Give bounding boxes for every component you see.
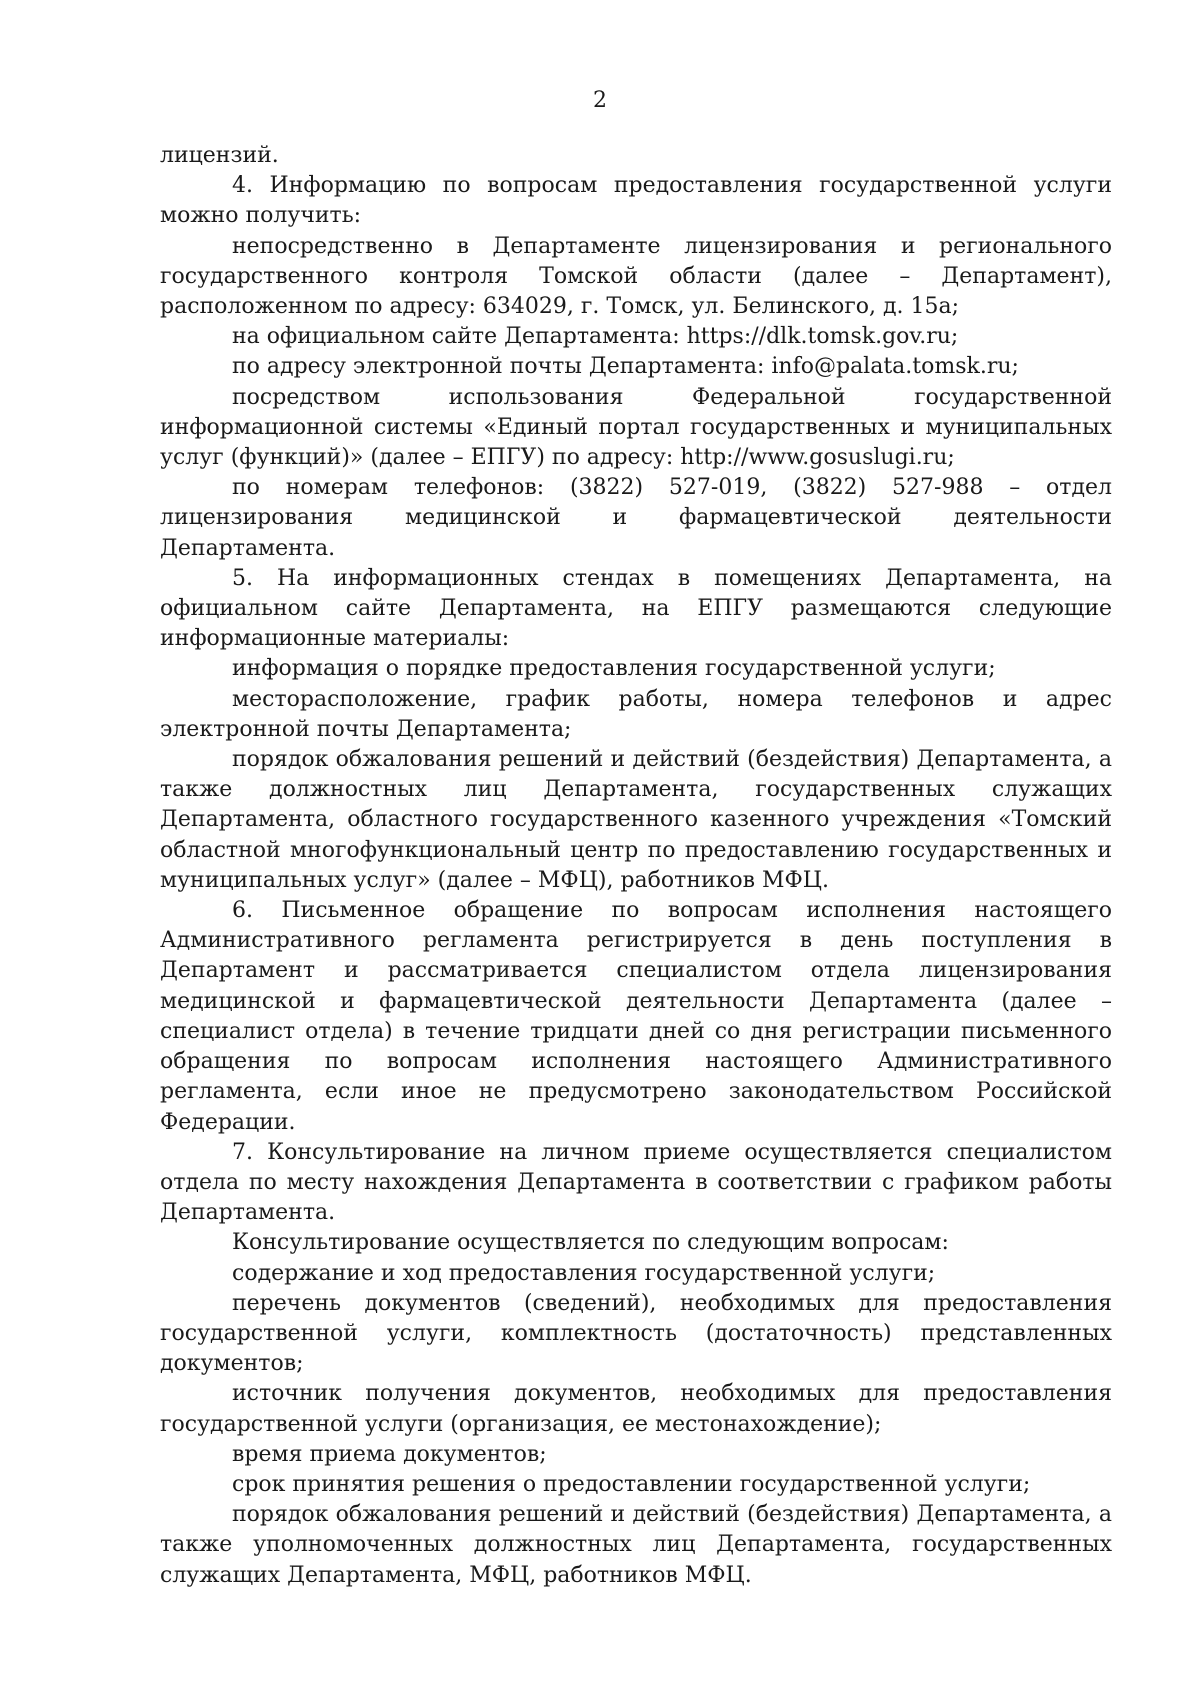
paragraph: перечень документов (сведений), необходимых для предоставления государственной услуги, комплектность (достаточность) представленных документов; [160,1290,1112,1377]
paragraph: содержание и ход предоставления государственной услуги; [232,1260,936,1286]
paragraph: порядок обжалования решений и действий (бездействия) Департамента, а также уполномоченных должностных лиц Департамента, государственных служащих Департамента, МФЦ, работников МФЦ. [160,1502,1112,1588]
paragraph: на официальном сайте Департамента: https://dlk.tomsk.gov.ru; [232,324,959,350]
page-number: 2 [593,88,607,113]
paragraph: время приема документов; [232,1441,547,1467]
paragraph: порядок обжалования решений и действий (бездействия) Департамента, а также должностных лиц Департамента, государственных служащих Департамента, областного государственного казенного учреждения «Томский областной многофункциональный центр по предоставлению государственных и муниципальных услуг» (далее – МФЦ), работников МФЦ. [160,747,1112,893]
paragraph: Консультирование осуществляется по следующим вопросам: [232,1230,949,1256]
paragraph: 5. На информационных стендах в помещениях Департамента, на официальном сайте Департамента, на ЕПГУ размещаются следующие информационные материалы: [160,565,1112,652]
document-body [160,141,1112,1591]
paragraph: 4. Информацию по вопросам предоставления государственной услуги можно получить: [160,173,1112,229]
paragraph: информация о порядке предоставления государственной услуги; [232,656,996,682]
paragraph: по адресу электронной почты Департамента: info@palata.tomsk.ru; [232,354,1019,380]
paragraph: срок принятия решения о предоставлении государственной услуги; [232,1471,1031,1497]
paragraph: месторасположение, график работы, номера телефонов и адрес электронной почты Департамента; [160,686,1112,742]
paragraph: по номерам телефонов: (3822) 527-019, (3822) 527-988 – отдел лицензирования медицинской и фармацевтической деятельности Департамента. [160,475,1112,561]
paragraph: 7. Консультирование на личном приеме осуществляется специалистом отдела по месту нахождения Департамента в соответствии с графиком работы Департамента. [160,1139,1112,1226]
paragraph: 6. Письменное обращение по вопросам исполнения настоящего Административного регламента регистрируется в день поступления в Департамент и рассматривается специалистом отдела лицензирования медицинской и фармацевтической деятельности Департамента (далее – специалист отдела) в течение тридцати дней со дня регистрации письменного обращения по вопросам исполнения настоящего Административного регламента, если иное не предусмотрено законодательством Российской Федерации. [160,898,1112,1135]
paragraph: лицензий. [160,143,279,168]
paragraph: непосредственно в Департаменте лицензирования и регионального государственного контроля Томской области (далее – Департамент), расположенном по адресу: 634029, г. Томск, ул. Белинского, д. 15а; [160,233,1112,320]
paragraph: посредством использования Федеральной государственной информационной системы «Единый портал государственных и муниципальных услуг (функций)» (далее – ЕПГУ) по адресу: http://www.gosuslugi.ru; [160,384,1112,471]
paragraph: источник получения документов, необходимых для предоставления государственной услуги (организация, ее местонахождение); [160,1381,1112,1437]
